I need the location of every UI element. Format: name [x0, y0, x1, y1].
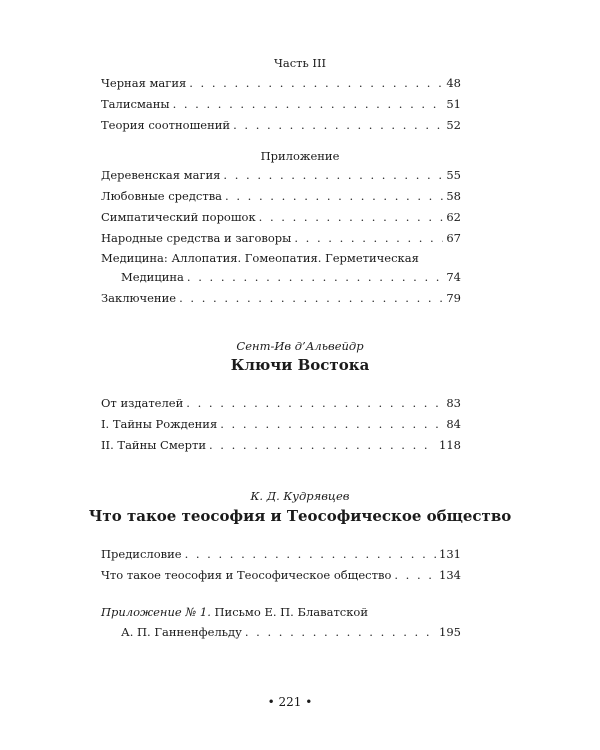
leader-dots [233, 116, 443, 134]
toc-entry-title: Симпатический порошок [101, 210, 256, 224]
toc-entry-title: От издателей [101, 396, 184, 410]
keys-title: Ключи Востока [230, 356, 370, 374]
toc-entry-title: I. Тайны Рождения [101, 417, 218, 431]
toc-entry [101, 436, 461, 454]
toc-entry-page: 84 [446, 417, 461, 431]
leader-dots [394, 566, 436, 584]
keys-author: Сент-Ив д’Альвейдр [236, 339, 364, 353]
toc-entry-title: Предисловие [101, 547, 182, 561]
toc-entry-page: 52 [446, 118, 461, 132]
toc-entry-page: 67 [446, 231, 461, 245]
toc-entry-title: Талисманы [101, 97, 170, 111]
supplement-line1 [101, 603, 368, 621]
toc-entry-title: Деревенская магия [101, 168, 221, 182]
toc-entry-page: 195 [439, 625, 461, 639]
supplement-label: Приложение № 1. [101, 605, 211, 619]
toc-entry [101, 74, 461, 92]
toc-entry [121, 268, 461, 286]
toc-entry-title-line2: Медицина [121, 270, 184, 284]
leader-dots [259, 208, 444, 226]
supplement-text: Письмо Е. П. Блаватской [210, 605, 369, 619]
leader-dots [185, 545, 436, 563]
toc-entry [101, 95, 461, 113]
theosophy-title: Что такое теософия и Теософическое общество [88, 507, 512, 525]
leader-dots [223, 166, 443, 184]
theosophy-author: К. Д. Кудрявцев [250, 489, 350, 503]
toc-entry [101, 545, 461, 563]
toc-entry-page: 58 [446, 189, 461, 203]
toc-entry-title: Черная магия [101, 76, 187, 90]
toc-entry-page: 62 [446, 210, 461, 224]
toc-entry-title-line1: Медицина: Аллопатия. Гомеопатия. Герметическая [101, 251, 419, 265]
toc-entry-page: 83 [446, 396, 461, 410]
leader-dots [220, 415, 443, 433]
toc-entry-page: 48 [446, 76, 461, 90]
leader-dots [187, 268, 443, 286]
toc-entry-page: 79 [446, 291, 461, 305]
part3-heading: Часть III [273, 56, 327, 70]
toc-entry-page: 134 [439, 568, 461, 582]
toc-entry [101, 229, 461, 247]
toc-entry [101, 394, 461, 412]
leader-dots [179, 289, 443, 307]
toc-entry [101, 187, 461, 205]
toc-entry-title: Народные средства и заговоры [101, 231, 292, 245]
toc-entry-page: 74 [446, 270, 461, 284]
toc-entry-page: 118 [439, 438, 461, 452]
toc-entry-page: 55 [446, 168, 461, 182]
leader-dots [294, 229, 443, 247]
toc-entry-title: II. Тайны Смерти [101, 438, 206, 452]
toc-entry [101, 566, 461, 584]
leader-dots [245, 623, 436, 641]
toc-entry [101, 116, 461, 134]
toc-entry-title: Что такое теософия и Теософическое общество [101, 568, 392, 582]
toc-entry-title: Теория соотношений [101, 118, 231, 132]
toc-entry-title: Заключение [101, 291, 177, 305]
toc-entry [101, 166, 461, 184]
toc-entry [101, 208, 461, 226]
toc-entry [121, 623, 461, 641]
toc-entry-page: 131 [439, 547, 461, 561]
toc-entry-title: Любовные средства [101, 189, 223, 203]
leader-dots [209, 436, 436, 454]
toc-entry [101, 415, 461, 433]
toc-entry-page: 51 [446, 97, 461, 111]
appendix-heading: Приложение [260, 149, 340, 163]
page-number: • 221 • [267, 695, 313, 709]
toc-entry-title-line2: А. П. Ганненфельду [121, 625, 242, 639]
leader-dots [225, 187, 443, 205]
leader-dots [189, 74, 443, 92]
leader-dots [186, 394, 443, 412]
leader-dots [173, 95, 444, 113]
toc-entry [101, 289, 461, 307]
